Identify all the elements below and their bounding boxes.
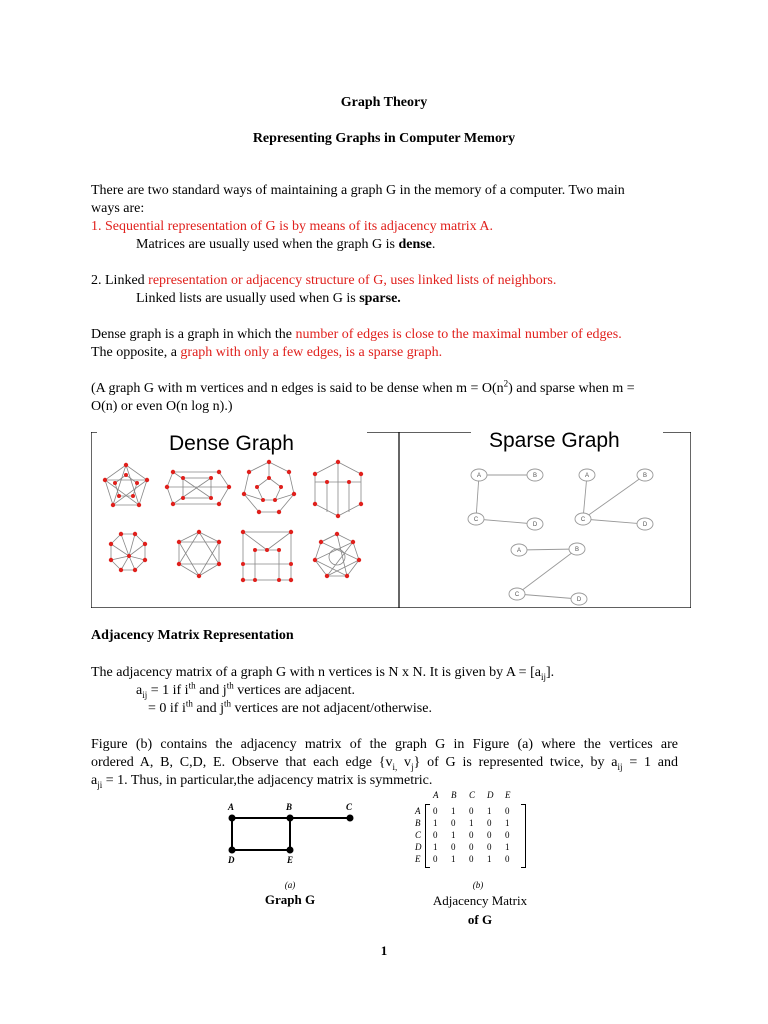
matrix-col-header: C (469, 790, 476, 800)
matrix-cell: 0 (469, 830, 474, 840)
matrix-row-label: A (415, 806, 421, 816)
dense-graph-5 (111, 534, 145, 570)
sparse-node-label: B (532, 473, 538, 479)
matrix-cell: 0 (451, 842, 456, 852)
adj-l1-text: The adjacency matrix of a graph G with n vertices is N x N. It is given by A = [a (91, 665, 541, 680)
matrix-cell: 0 (487, 818, 492, 828)
matrix-cell: 0 (487, 842, 492, 852)
matrix-cell: 1 (487, 854, 492, 864)
matrix-caption-2: of G (467, 912, 493, 927)
matrix-cell: 0 (505, 830, 510, 840)
figure-b-label: (b) (472, 880, 484, 890)
adj-l2-sup1: th (188, 680, 196, 691)
matrix-cell: 0 (451, 818, 456, 828)
vertex-label-e: E (287, 855, 294, 865)
dense-line-1-highlight: number of edges is close to the maximal number of edges. (295, 327, 622, 342)
vertex-label-a: A (228, 802, 235, 812)
dense-graph-3 (244, 462, 294, 512)
paren-sup: 2 (503, 378, 509, 389)
figb-l2-c: } of G is represented twice, by a (413, 755, 618, 770)
page-number: 1 (380, 943, 388, 958)
dense-graph-4 (315, 462, 361, 516)
sparse-node-label: C (473, 517, 479, 523)
dense-graph-title: Dense Graph (169, 432, 294, 455)
dense-graph-7 (243, 532, 291, 580)
paren-line-2: O(n) or even O(n log n).) (91, 399, 233, 414)
vertex-label-c: C (346, 802, 353, 812)
figb-line-1: Figure (b) contains the adjacency matrix of the graph G in Figure (a) where the vertices are (91, 737, 678, 752)
adj-l3-sup2: th (223, 698, 231, 709)
paren-text-b: ) and sparse when m = (508, 381, 635, 396)
item-1-number: 1. (91, 219, 105, 234)
matrix-cell: 0 (505, 854, 510, 864)
dense-sparse-figure (91, 429, 691, 608)
figb-l2-a: ordered A, B, C,D, E. Observe that each edge {v (91, 755, 393, 770)
matrix-cell: 0 (487, 830, 492, 840)
paren-text-a: (A graph G with m vertices and n edges is said to be dense when m = O(n (91, 381, 504, 396)
matrix-cell: 0 (469, 854, 474, 864)
figb-l2-sub1: i, (392, 761, 398, 772)
intro-line-1: There are two standard ways of maintaining a graph G in the memory of a computer. Two main (91, 183, 625, 198)
matrix-cell: 1 (433, 842, 438, 852)
matrix-cell: 0 (433, 830, 438, 840)
figb-l3-sub: ji (97, 779, 103, 790)
matrix-caption-1: Adjacency Matrix (432, 893, 528, 908)
matrix-cell: 1 (505, 818, 510, 828)
dense-line-2-highlight: graph with only a few edges, is a sparse graph. (180, 345, 443, 360)
dense-line-2 (91, 345, 442, 361)
matrix-cell: 1 (451, 854, 456, 864)
matrix-left-bracket (425, 804, 430, 868)
sparse-node-label: D (642, 522, 648, 528)
matrix-cell: 1 (469, 818, 474, 828)
adj-l1-end: ]. (545, 665, 555, 680)
figb-l2-b: v (397, 755, 412, 770)
sparse-node-label: D (576, 597, 582, 603)
figb-l2-d: = 1 and (622, 755, 679, 770)
item-1-note-bold: dense (398, 237, 432, 252)
item-2 (91, 273, 556, 289)
figb-l2-sub3: ij (617, 761, 623, 772)
figb-l3-a: a (91, 773, 98, 788)
item-2-prefix: 2. Linked (91, 273, 149, 288)
sparse-node-label: C (514, 592, 520, 598)
sparse-node-label: A (584, 473, 590, 479)
dense-graph-1 (105, 465, 147, 505)
dense-line-1-text: Dense graph is a graph in which the (91, 327, 296, 342)
item-2-note (136, 291, 401, 307)
adj-l1-sub: ij (540, 671, 546, 682)
sparse-node-label: B (642, 473, 648, 479)
adj-l2-sub: ij (142, 689, 148, 700)
dense-graphs (91, 432, 399, 608)
item-1-text: Sequential representation of G is by means of its adjacency matrix A. (105, 219, 494, 234)
item-2-note-bold: sparse. (359, 291, 401, 306)
graph-g-caption: Graph G (264, 892, 316, 907)
matrix-row-label: E (415, 854, 421, 864)
figb-l2-sub2: j (411, 761, 414, 772)
graph-g-diagram (220, 800, 370, 870)
dense-graph-6 (179, 532, 219, 576)
matrix-cell: 1 (505, 842, 510, 852)
matrix-row-label: D (415, 842, 422, 852)
matrix-cell: 1 (451, 806, 456, 816)
matrix-col-header: D (487, 790, 494, 800)
page-subtitle: Representing Graphs in Computer Memory (252, 131, 516, 146)
item-2-text: representation or adjacency structure of G, uses linked lists of neighbors. (148, 273, 557, 288)
figure-a-label: (a) (284, 880, 296, 890)
matrix-col-header: A (433, 790, 439, 800)
sparse-node-label: C (580, 517, 586, 523)
vertex-label-d: D (228, 855, 235, 865)
sparse-graph-title: Sparse Graph (489, 429, 620, 452)
adj-l3-a: = 0 if i (148, 701, 186, 716)
matrix-cell: 0 (469, 806, 474, 816)
matrix-cell: 0 (433, 806, 438, 816)
adj-l2-sup2: th (226, 680, 234, 691)
sparse-node-label: A (476, 473, 482, 479)
adjacency-line-1 (91, 665, 554, 681)
matrix-row-label: C (415, 830, 422, 840)
adj-l2-a: a (136, 683, 143, 698)
dense-graph-2 (167, 472, 229, 504)
page-title: Graph Theory (340, 95, 428, 110)
dense-line-1 (91, 327, 622, 343)
adj-l3-sup1: th (185, 698, 193, 709)
adjacency-line-3 (148, 698, 432, 717)
matrix-right-bracket (521, 804, 526, 868)
adj-l2-b: = 1 if i (147, 683, 189, 698)
matrix-cell: 1 (451, 830, 456, 840)
figb-line-2 (91, 755, 678, 771)
sparse-node-label: D (532, 522, 538, 528)
matrix-cell: 1 (433, 818, 438, 828)
matrix-cell: 0 (469, 842, 474, 852)
adj-l2-c: and j (195, 683, 227, 698)
item-1-note-text: Matrices are usually used when the graph G is (136, 237, 399, 252)
item-1 (91, 219, 493, 235)
adj-l3-c: vertices are not adjacent/otherwise. (230, 701, 432, 716)
figb-line-3 (91, 773, 432, 789)
adj-l2-d: vertices are adjacent. (233, 683, 355, 698)
dense-line-2-text: The opposite, a (91, 345, 181, 360)
vertex-label-b: B (286, 802, 293, 812)
matrix-row-label: B (415, 818, 421, 828)
paren-line-1 (91, 378, 635, 397)
adj-l3-b: and j (192, 701, 224, 716)
item-1-note (136, 237, 435, 253)
matrix-cell: 0 (505, 806, 510, 816)
adjacency-heading: Adjacency Matrix Representation (91, 628, 294, 643)
intro-line-2: ways are: (91, 201, 145, 216)
matrix-cell: 1 (487, 806, 492, 816)
matrix-col-header: B (451, 790, 457, 800)
item-1-note-end: . (431, 237, 436, 252)
sparse-graphs (399, 432, 691, 608)
matrix-cell: 0 (433, 854, 438, 864)
item-2-note-text: Linked lists are usually used when G is (136, 291, 360, 306)
sparse-node-label: B (574, 547, 580, 553)
adjacency-line-2 (136, 680, 355, 700)
matrix-col-header: E (505, 790, 511, 800)
figb-l3-b: = 1. Thus, in particular,the adjacency matrix is symmetric. (102, 773, 433, 788)
sparse-node-label: A (516, 548, 522, 554)
